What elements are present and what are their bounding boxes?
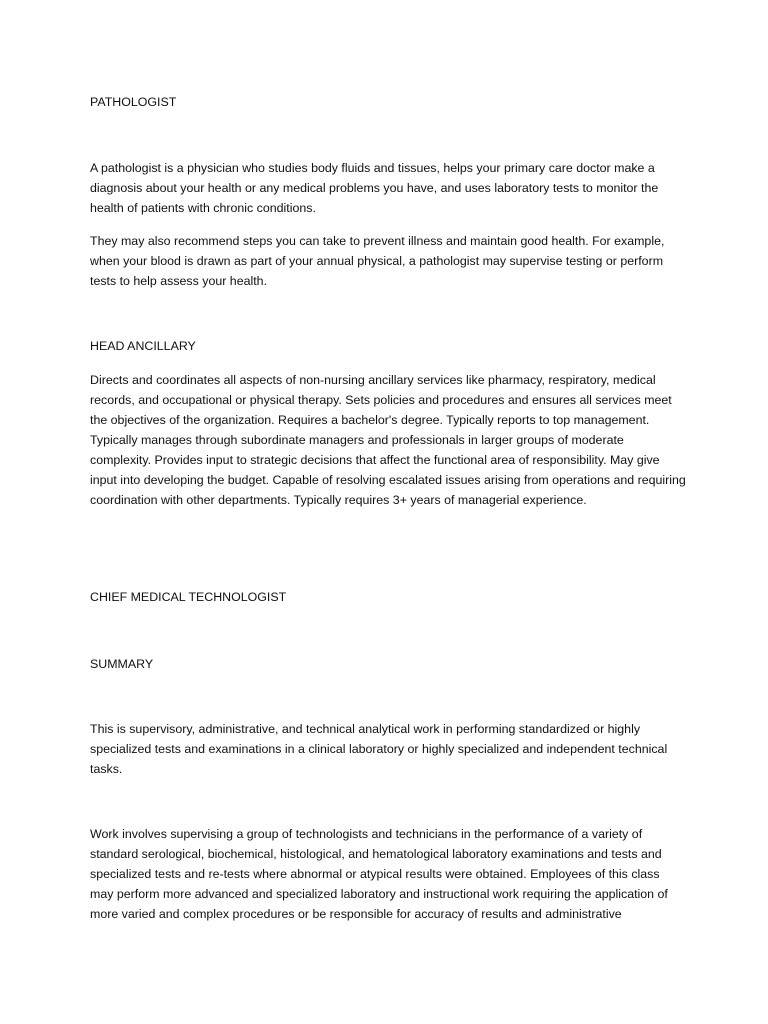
subheading-summary: SUMMARY [90, 657, 154, 671]
chief-medical-technologist-paragraph-2: Work involves supervising a group of technologists and technicians in the performance of a variety of standard serological, biochemical, histological, and hematological laboratory examinations and tests and specialized tests and re-tests where abnormal or atypical results were obtained. Employees of this class may perform more advanced and specialized laboratory and instructional work requiring the application of more varied and complex procedures or be responsible for accuracy of results and administrative [90, 827, 668, 921]
pathologist-paragraph-1: A pathologist is a physician who studies body fluids and tissues, helps your primary care doctor make a diagnosis about your health or any medical problems you have, and uses laboratory tests to monitor the health of patients with chronic conditions. [90, 161, 659, 215]
section-heading-chief-medical-technologist: CHIEF MEDICAL TECHNOLOGIST [90, 590, 287, 604]
chief-medical-technologist-paragraph-1: This is supervisory, administrative, and technical analytical work in performing standardized or highly specialized tests and examinations in a clinical laboratory or highly specialized and independent technical tasks. [90, 722, 668, 776]
section-heading-pathologist: PATHOLOGIST [90, 95, 177, 109]
section-heading-head-ancillary: HEAD ANCILLARY [90, 339, 196, 353]
pathologist-paragraph-2: They may also recommend steps you can take to prevent illness and maintain good health. For example, when your blood is drawn as part of your annual physical, a pathologist may supervise testing or perform tests to help assess your health. [90, 234, 665, 288]
head-ancillary-paragraph: Directs and coordinates all aspects of non-nursing ancillary services like pharmacy, respiratory, medical records, and occupational or physical therapy. Sets policies and procedures and ensures all services meet the objectives of the organization. Requires a bachelor's degree. Typically reports to top management. Typically manages through subordinate managers and professionals in larger groups of moderate complexity. Provides input to strategic decisions that affect the functional area of responsibility. May give input into developing the budget. Capable of resolving escalated issues arising from operations and requiring coordination with other departments. Typically requires 3+ years of managerial experience. [90, 373, 686, 507]
